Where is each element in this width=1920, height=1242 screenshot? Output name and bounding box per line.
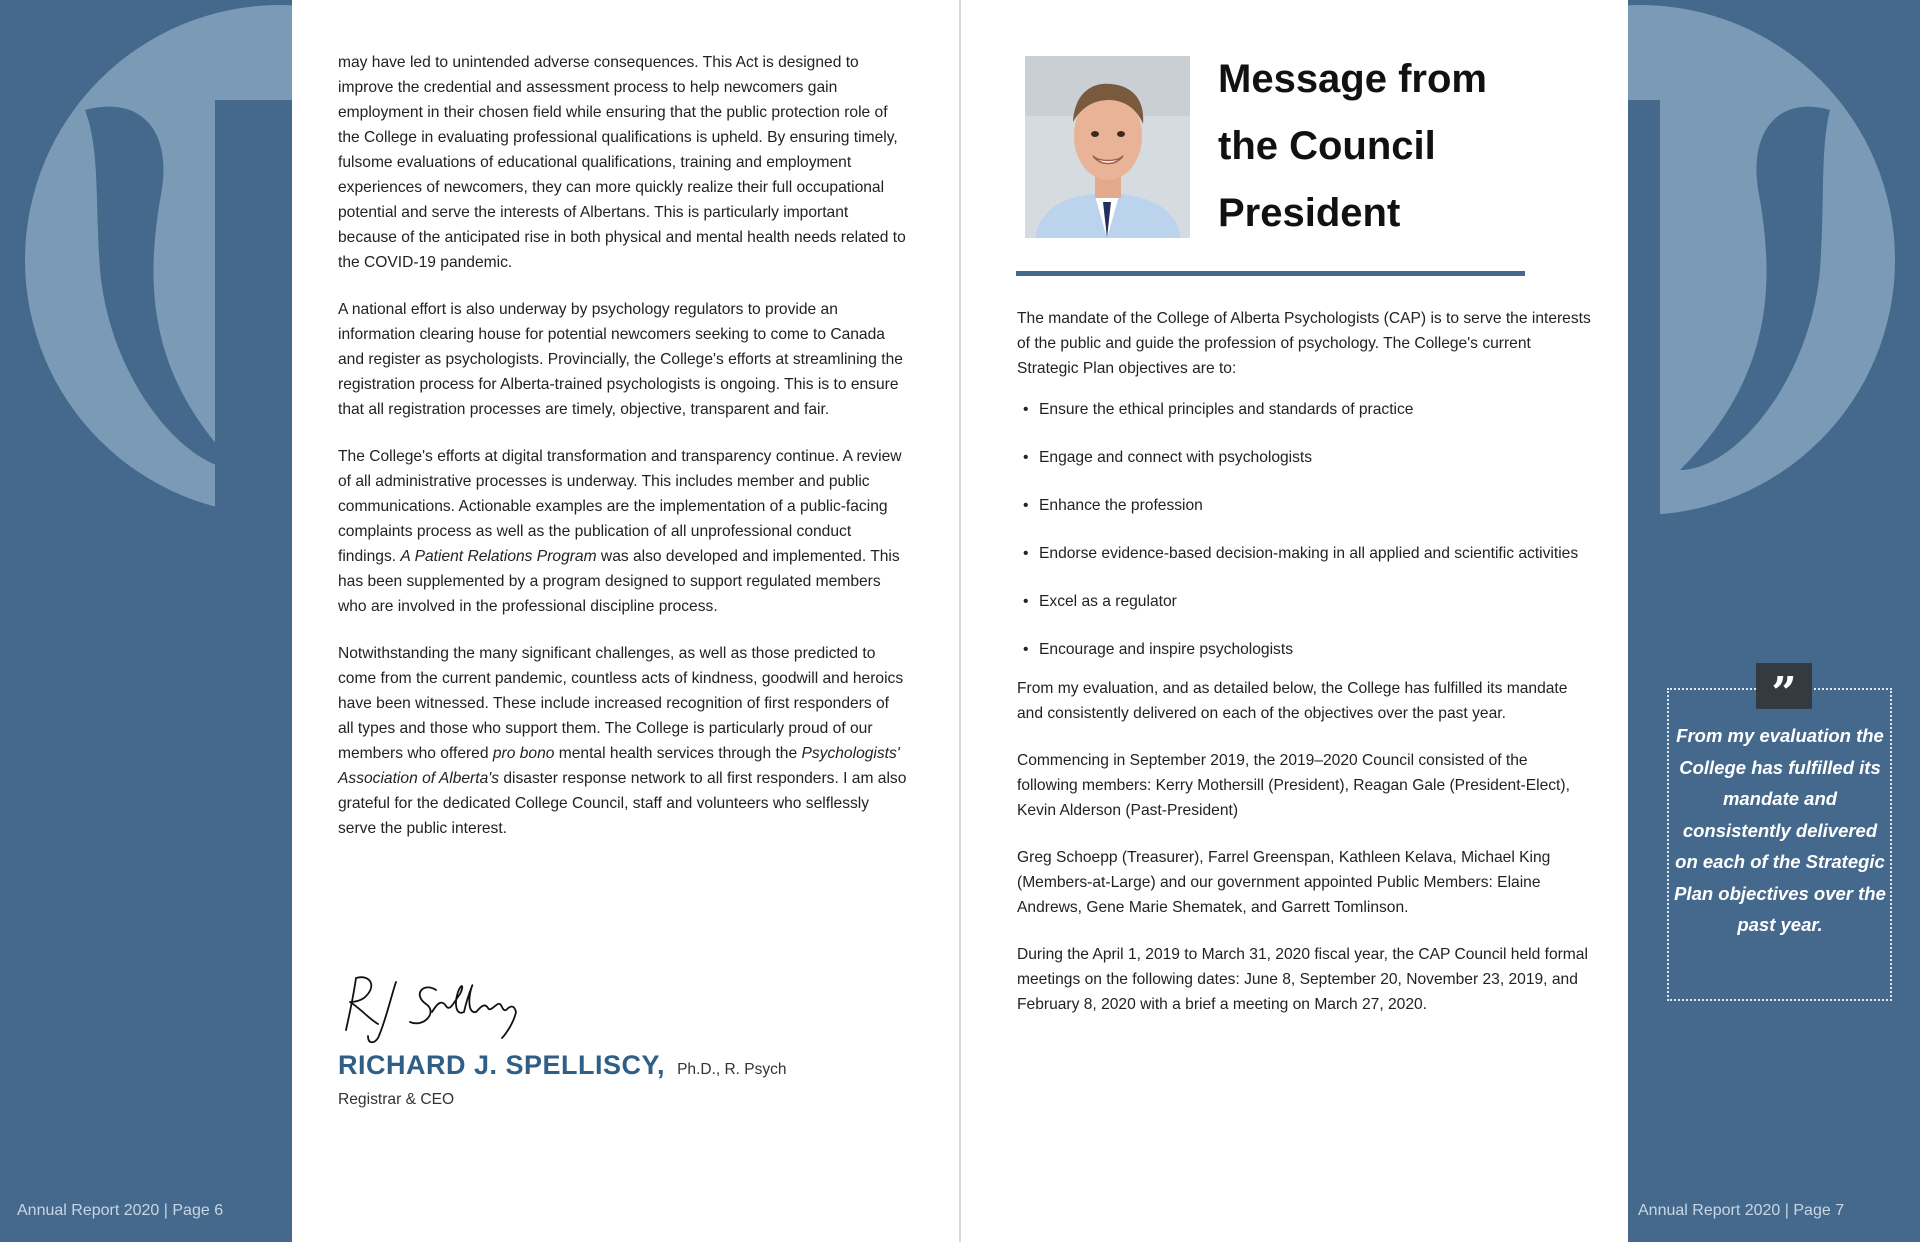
title-line: President (1218, 191, 1401, 235)
list-item: • Encourage and inspire psychologists (1017, 637, 1592, 662)
title-line: the Council (1218, 124, 1436, 168)
right-page-body (1017, 306, 1592, 1039)
footer-page-7: Annual Report 2020 | Page 7 (1638, 1202, 1845, 1219)
left-page-body (338, 50, 908, 863)
signatory-name-text: RICHARD J. SPELLISCY, (338, 1050, 666, 1080)
intro-paragraph: The mandate of the College of Alberta Psychologists (CAP) is to serve the interests of the public and guide the profession of psychology. The College's current Strategic Plan objectives are to: (1017, 310, 1591, 377)
paragraph: Greg Schoepp (Treasurer), Farrel Greenspan, Kathleen Kelava, Michael King (Members-at-Large) and our government appointed Public Members: Elaine Andrews, Gene Marie Shematek, and Garrett Tomlinson. (1017, 849, 1551, 916)
list-item: • Ensure the ethical principles and standards of practice (1017, 397, 1592, 422)
paragraph: During the April 1, 2019 to March 31, 2020 fiscal year, the CAP Council held formal meetings on the following dates: June 8, September 20, November 23, 2019, and February 8, 2020 with a brief a meeting on March 27, 2020. (1017, 946, 1588, 1013)
association-name: Psychologists' Association of Alberta's (338, 745, 900, 787)
signatory-name (338, 1050, 786, 1081)
paragraph: may have led to unintended adverse consequences. This Act is designed to improve the credential and assessment process to help newcomers gain employment in their chosen field while ensuring that the public protection role of the College in evaluating professional qualifications is upheld. By ensuring timely, fulsome evaluations of educational qualifications, training and employment experiences of newcomers, they can more quickly realize their full occupational potential and serve the interests of Albertans. This is particularly important because of the anticipated rise in both physical and mental health needs related to the COVID-19 pandemic. (338, 54, 906, 271)
signatory-credentials: Ph.D., R. Psych (677, 1061, 787, 1078)
paragraph (338, 641, 908, 841)
title-line: Message from (1218, 57, 1487, 101)
page-6 (292, 0, 959, 1242)
heading-rule (1016, 271, 1525, 276)
page-7 (961, 0, 1628, 1242)
italic-term: pro bono (492, 745, 555, 762)
text-run: was also developed and implemented. This has been supplemented by a program designed to support regulated members who are involved in the professional discipline process. (338, 548, 900, 615)
objectives-list (1017, 397, 1592, 662)
program-name: A Patient Relations Program (400, 548, 597, 565)
paragraph: From my evaluation, and as detailed below, the College has fulfilled its mandate and consistently delivered on each of the objectives over the past year. (1017, 680, 1568, 722)
list-item: • Engage and connect with psychologists (1017, 445, 1592, 470)
signatory-role: Registrar & CEO (338, 1091, 455, 1108)
handwritten-signature (338, 972, 578, 1048)
list-item: • Endorse evidence-based decision-making in all applied and scientific activities (1017, 541, 1592, 566)
footer-page-6: Annual Report 2020 | Page 6 (17, 1202, 224, 1219)
text-run: mental health services through the (554, 745, 802, 762)
paragraph: A national effort is also underway by psychology regulators to provide an information clearing house for potential newcomers seeking to come to Canada and register as psychologists. Provincially, the College's efforts at streamlining the registration process for Alberta-trained psychologists is ongoing. This is to ensure that all registration processes are timely, objective, transparent and fair. (338, 301, 903, 418)
list-item: • Excel as a regulator (1017, 589, 1592, 614)
list-item: • Enhance the profession (1017, 493, 1592, 518)
quote-icon: ” (1756, 663, 1812, 709)
paragraph (338, 444, 908, 619)
paragraph: Commencing in September 2019, the 2019–2020 Council consisted of the following members: Kerry Mothersill (President), Reagan Gale (President-Elect), Kevin Alderson (Past-President) (1017, 752, 1570, 819)
page-title (1218, 46, 1598, 247)
president-photo (1025, 56, 1190, 238)
text-run: Notwithstanding the many significant challenges, as well as those predicted to come from the current pandemic, countless acts of kindness, goodwill and heroics have been witnessed. These include increased recognition of first responders of all types and those who support them. The College is particularly proud of our members who offered (338, 645, 904, 762)
text-run: disaster response network to all first responders. I am also grateful for the dedicated College Council, staff and volunteers who selflessly serve the public interest. (338, 770, 907, 837)
text-run: The College's efforts at digital transformation and transparency continue. A review of all administrative processes is underway. This includes member and public communications. Actionable examples are the implementation of a public-facing complaints process as well as the publication of all unprofessional conduct findings. (338, 448, 902, 565)
pull-quote-text: From my evaluation the College has fulfilled its mandate and consistently delivered on each of the Strategic Plan objectives over the past year. (1674, 725, 1886, 935)
